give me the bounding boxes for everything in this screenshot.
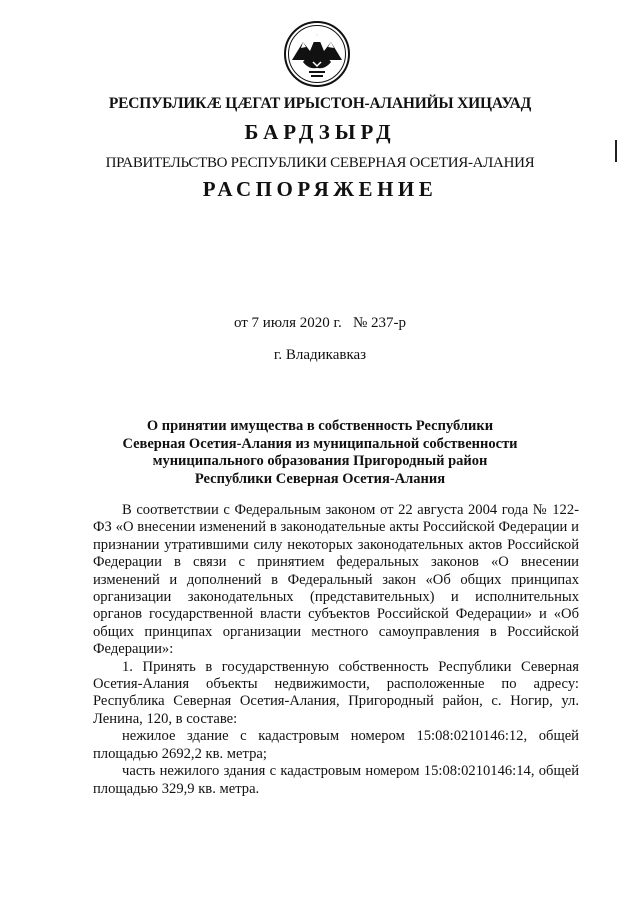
item-1-paragraph: 1. Принять в государственную собственность Республики Северная Осетия-Алания объекты недвижимости, расположенные по адресу: Республика Северная Осетия-Алания, Пригородный район, с. Ногир, ул. Ленина, 120, в составе:	[93, 658, 579, 727]
decree-city: г. Владикавказ	[273, 347, 367, 363]
decree-number: № 237-р	[353, 315, 407, 331]
preamble-paragraph: В соответствии с Федеральным законом от 22 августа 2004 года № 122-ФЗ «О внесении изменений в законодательные акты Российской Федерации и признании утратившими силу некоторых законодательных актов Российской Федерации в связи с принятием федеральных законов «О внесении изменений и дополнений в Федеральный закон «Об общих принципах организации законодательных (представительных) и исполнительных органов государственной власти субъектов Российской Федерации» и «Об общих принципах организации местного самоуправления в Российской Федерации»:	[93, 502, 579, 658]
coat-of-arms-emblem	[283, 20, 351, 88]
republic-ossetian-heading: РЕСПУБЛИКӔ ЦӔГАТ ИРЫСТОН-АЛАНИЙЫ ХИЦАУАД	[108, 95, 532, 112]
property-item-building-part: часть нежилого здания с кадастровым номером 15:08:0210146:14, общей площадью 329,9 кв. метра.	[93, 763, 579, 797]
decree-date: от 7 июля 2020 г.	[233, 315, 342, 331]
subject-line: О принятии имущества в собственность Республики	[146, 418, 494, 434]
scan-mark	[615, 140, 617, 162]
decree-russian-title: РАСПОРЯЖЕНИЕ	[202, 177, 438, 201]
decree-ossetian-title: БАРДЗЫРД	[244, 120, 396, 144]
subject-line: муниципального образования Пригородный район	[152, 453, 488, 469]
date-number-line	[0, 315, 640, 332]
government-russian-heading: ПРАВИТЕЛЬСТВО РЕСПУБЛИКИ СЕВЕРНАЯ ОСЕТИЯ-АЛАНИЯ	[105, 155, 535, 171]
subject-line: Республики Северная Осетия-Алания	[194, 470, 446, 487]
subject-line: Северная Осетия-Алания из муниципальной собственности	[122, 435, 518, 452]
decree-body	[93, 502, 579, 798]
property-item-building: нежилое здание с кадастровым номером 15:08:0210146:12, общей площадью 2692,2 кв. метра;	[93, 728, 579, 762]
decree-subject	[100, 418, 540, 488]
